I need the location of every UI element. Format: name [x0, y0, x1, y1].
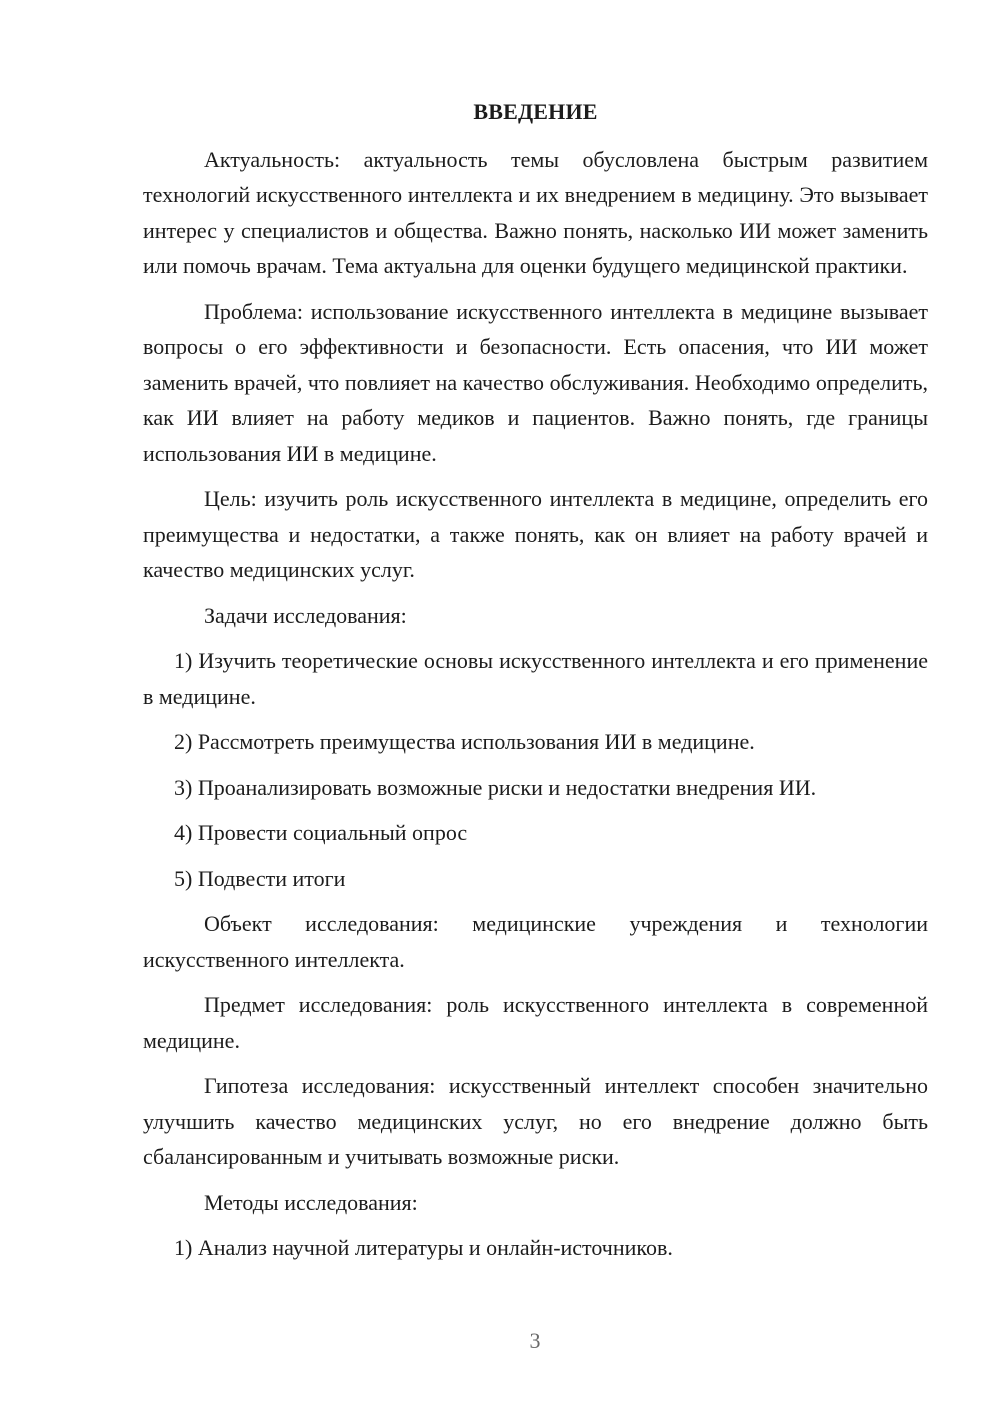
- paragraph-relevance: Актуальность: актуальность темы обусловлена быстрым развитием технологий искусственного интеллекта и их внедрением в медицину. Это вызывает интерес у специалистов и общества. Важно понять, насколько ИИ может заменить или помочь врачам. Тема актуальна для оценки будущего медицинской практики.: [143, 146, 928, 278]
- task-item-2: 2) Рассмотреть преимущества использования ИИ в медицине.: [174, 729, 755, 754]
- task-item-5: 5) Подвести итоги: [174, 865, 346, 891]
- document-page: [143, 94, 928, 1276]
- paragraph-hypothesis: Гипотеза исследования: искусственный интеллект способен значительно улучшить качество медицинских услуг, но его внедрение должно быть сбалансированным и учитывать возможные риски.: [143, 1073, 928, 1169]
- paragraph-object: Объект исследования: медицинские учреждения и технологии искусственного интеллекта.: [143, 911, 928, 972]
- page-number: 3: [529, 1328, 541, 1353]
- task-item-1: 1) Изучить теоретические основы искусственного интеллекта и его применение в медицине.: [143, 648, 928, 709]
- task-item-4: 4) Провести социальный опрос: [174, 820, 468, 845]
- paragraph-problem: Проблема: использование искусственного интеллекта в медицине вызывает вопросы о его эффективности и безопасности. Есть опасения, что ИИ может заменить врачей, что повлияет на качество обслуживания. Необходимо определить, как ИИ влияет на работу медиков и пациентов. Важно понять, где границы использования ИИ в медицине.: [143, 298, 928, 466]
- method-item-1: 1) Анализ научной литературы и онлайн-источников.: [174, 1235, 673, 1260]
- paragraph-tasks-heading: Задачи исследования:: [204, 602, 407, 628]
- task-item-3: 3) Проанализировать возможные риски и недостатки внедрения ИИ.: [174, 774, 817, 800]
- document-title: ВВЕДЕНИЕ: [473, 99, 598, 124]
- paragraph-goal: Цель: изучить роль искусственного интеллекта в медицине, определить его преимущества и недостатки, а также понять, как он влияет на работу врачей и качество медицинских услуг.: [143, 486, 928, 582]
- paragraph-methods-heading: Методы исследования:: [204, 1189, 418, 1215]
- paragraph-subject: Предмет исследования: роль искусственного интеллекта в современной медицине.: [143, 992, 928, 1053]
